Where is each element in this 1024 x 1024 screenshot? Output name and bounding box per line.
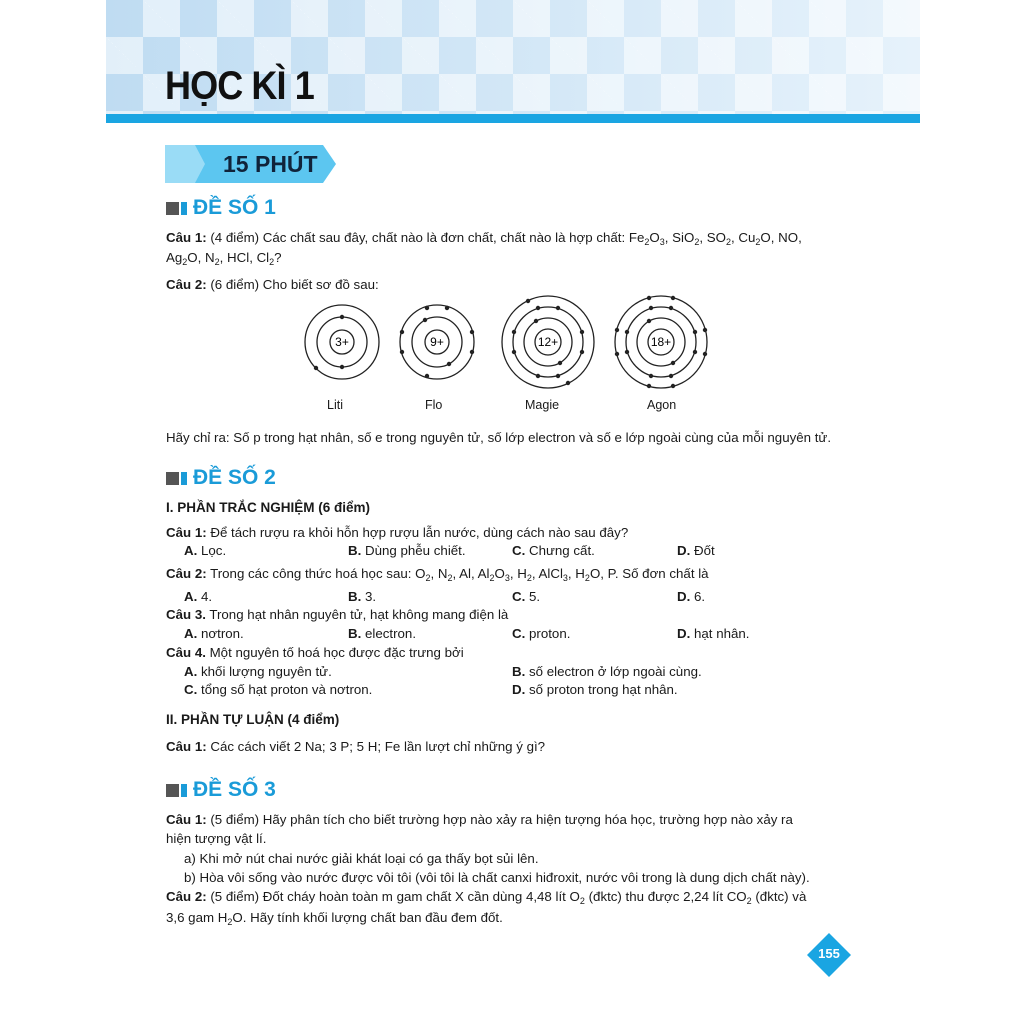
exam1-q1-line1: Câu 1: (4 điểm) Các chất sau đây, chất nào là đơn chất, chất nào là hợp chất: $Fe_2O_3$, SiO$_2$, $SO_2$, $Cu_2O$, NO,	[166, 230, 802, 247]
q-label: Câu 1:	[166, 812, 207, 827]
atom-label-flo: Flo	[425, 398, 443, 412]
option-a: A. nơtron.	[184, 626, 244, 641]
option-d: D. 6.	[677, 589, 706, 604]
q-text: Các cách viết 2 Na; 3 P; 5 H; Fe lần lượt chỉ những ý gì?	[206, 739, 546, 754]
exam2-q2: Câu 2: Trong các công thức hoá học sau: $O_2$, $N_2$, Al, $Al_2O_3$, $H_2$, AlCl$_3$, $H_2O$, P. Số đơn chất là	[166, 566, 709, 583]
option-a: A. 4.	[184, 589, 213, 604]
q-label: Câu 1:	[166, 525, 207, 540]
nucleus-label: 9+	[430, 335, 444, 349]
exam1-q2	[166, 277, 379, 293]
part-2-heading: II. PHẦN TỰ LUẬN (4 điểm)	[166, 712, 340, 727]
q-text: Trong hạt nhân nguyên tử, hạt không mang điện là	[205, 607, 509, 622]
exam2-essay-q1	[166, 739, 545, 755]
nucleus-label: 3+	[335, 335, 349, 349]
exam3-q1-line2: hiện tượng vật lí.	[166, 831, 267, 846]
option-c: C. 5.	[512, 589, 541, 604]
option-a: A. khối lượng nguyên tử.	[184, 664, 332, 679]
exam3-q2-line1: Câu 2: (5 điểm) Đốt cháy hoàn toàn m gam chất X cần dùng 4,48 lít $O_2$ (đktc) thu được 2,24 lít $CO_2$ (đktc) và	[166, 889, 807, 906]
bar-icon	[181, 202, 187, 215]
square-icon	[166, 472, 179, 485]
atom-label-agon: Agon	[647, 398, 677, 412]
atom-flo	[400, 305, 474, 379]
exam-3-title	[166, 778, 276, 802]
option-b: B. 3.	[348, 589, 377, 604]
q-label: Câu 2:	[166, 566, 207, 581]
option-b: B. Dùng phễu chiết.	[348, 543, 466, 558]
exam-2-title-text: ĐỀ SỐ 2	[193, 466, 276, 489]
atom-agon	[615, 296, 707, 388]
q-label: Câu 4.	[166, 645, 206, 660]
exam-2-title	[166, 466, 276, 490]
page-title: HỌC KÌ 1	[165, 64, 314, 108]
option-d: D. số proton trong hạt nhân.	[512, 682, 678, 697]
option-d: D. Đốt	[677, 543, 715, 558]
q-label: Câu 3.	[166, 607, 206, 622]
q-label: Câu 2:	[166, 889, 207, 904]
header-rule	[106, 114, 920, 123]
bar-icon	[181, 472, 187, 485]
exam1-q1-line2	[166, 250, 282, 266]
nucleus-label: 18+	[650, 335, 672, 349]
exam3-q1-b: b) Hòa vôi sống vào nước được vôi tôi (vôi tôi là chất canxi hiđroxit, nước vôi trong là dung dịch chất này).	[184, 870, 810, 885]
exam2-q4	[166, 645, 464, 661]
q-text: Một nguyên tố hoá học được đặc trưng bởi	[205, 645, 464, 660]
q-text: (4 điểm) Các chất sau đây, chất nào là đơn chất, chất nào là hợp chất: Fe	[206, 230, 645, 245]
atom-label-magie: Magie	[525, 398, 560, 412]
q1-line2: $Ag_2O$, $N_2$, HCl, $Cl_2$?	[166, 250, 282, 267]
atom-liti	[305, 305, 379, 379]
option-c: C. Chưng cất.	[512, 543, 595, 558]
option-b: B. số electron ở lớp ngoài cùng.	[512, 664, 702, 679]
atom-magie	[502, 296, 594, 388]
banner-label: 15 PHÚT	[223, 151, 318, 177]
part-1-heading: I. PHẦN TRẮC NGHIỆM (6 điểm)	[166, 500, 371, 515]
exam-3-title-text: ĐỀ SỐ 3	[193, 778, 276, 801]
exam3-q1-a: a) Khi mở nút chai nước giải khát loại có ga thấy bọt sủi lên.	[184, 851, 539, 866]
option-c: C. tổng số hạt proton và nơtron.	[184, 682, 373, 697]
exam3-q2-line2: 3,6 gam $H_2O$. Hãy tính khối lượng chất ban đầu đem đốt.	[166, 910, 503, 927]
q-text: Để tách rượu ra khỏi hỗn hợp rượu lẫn nước, dùng cách nào sau đây?	[206, 525, 629, 540]
q-label: Câu 1:	[166, 230, 207, 245]
exam1-instruction: Hãy chỉ ra: Số p trong hạt nhân, số e trong nguyên tử, số lớp electron và số e lớp ngoài cùng của mỗi nguyên tử.	[166, 430, 832, 445]
section-banner	[165, 145, 335, 181]
option-c: C. proton.	[512, 626, 571, 641]
exam-1-title	[166, 196, 276, 220]
q-text: (6 điểm) Cho biết sơ đồ sau:	[206, 277, 379, 292]
option-d: D. hạt nhân.	[677, 626, 750, 641]
q-text: (5 điểm) Hãy phân tích cho biết trường hợp nào xảy ra hiện tượng hóa học, trường hợp nào xảy ra	[206, 812, 793, 827]
page-number: 155	[818, 946, 840, 961]
exam-1-title-text: ĐỀ SỐ 1	[193, 196, 276, 219]
exam2-q1	[166, 525, 628, 541]
square-icon	[166, 784, 179, 797]
exam3-q1-line1	[166, 812, 793, 828]
atom-label-liti: Liti	[327, 398, 343, 412]
exam2-q3	[166, 607, 508, 623]
q-label: Câu 1:	[166, 739, 207, 754]
q-label: Câu 2:	[166, 277, 207, 292]
nucleus-label: 12+	[537, 335, 559, 349]
square-icon	[166, 202, 179, 215]
option-b: B. electron.	[348, 626, 417, 641]
option-a: A. Lọc.	[184, 543, 227, 558]
bar-icon	[181, 784, 187, 797]
